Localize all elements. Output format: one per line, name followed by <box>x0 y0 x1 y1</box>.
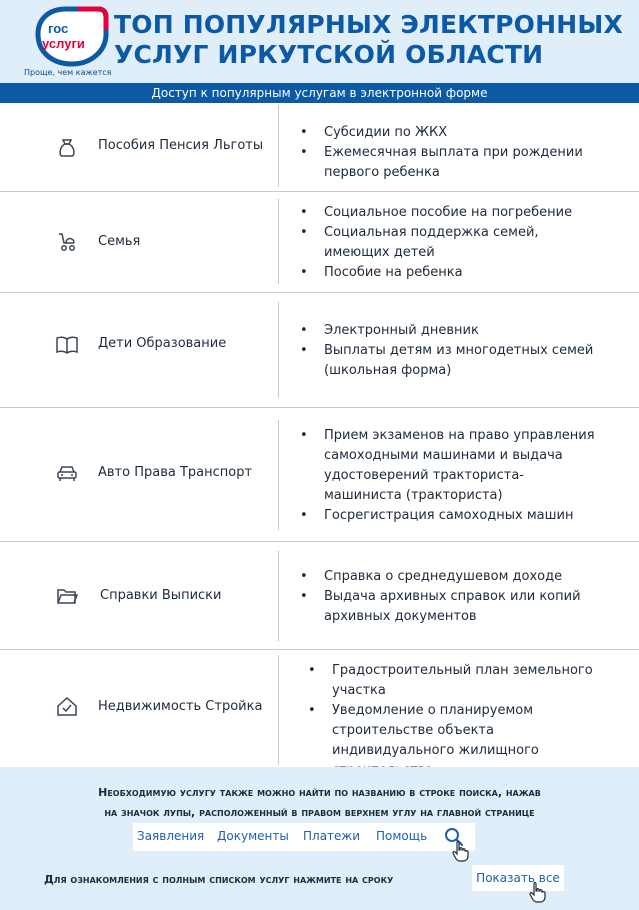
service-item[interactable]: • Ежемесячная выплата при рождении первого ребенка <box>300 143 600 183</box>
nav-item-documents[interactable]: Документы <box>217 829 289 843</box>
category-row-benefits <box>0 105 639 191</box>
service-item[interactable]: • Выдача архивных справок или копий архивных документов <box>300 587 600 627</box>
service-item[interactable]: • Справка о среднедушевом доходе <box>300 567 600 587</box>
search-hint <box>0 783 639 823</box>
header <box>0 0 639 83</box>
full-list-hint: Для ознакомления с полным списком услуг нажмите на сроку <box>44 873 394 886</box>
money-bag-icon <box>55 136 79 160</box>
service-item[interactable]: • Пособие на ребенка <box>300 263 600 283</box>
category-row-family <box>0 191 639 292</box>
service-list <box>300 426 600 526</box>
nav-item-help[interactable]: Помощь <box>376 829 428 843</box>
logo-text-top: гос <box>48 21 69 36</box>
service-list <box>300 321 600 381</box>
service-item[interactable]: • Электронный дневник <box>300 321 600 341</box>
category-label[interactable]: Справки Выписки <box>100 588 222 603</box>
page-title <box>114 10 623 70</box>
column-divider <box>278 655 279 765</box>
show-all-button[interactable]: Показать все <box>472 865 564 891</box>
service-list <box>308 661 608 781</box>
category-label[interactable]: Дети Образование <box>98 336 227 351</box>
logo-emblem <box>32 4 112 68</box>
nav-item-payments[interactable]: Платежи <box>303 829 361 843</box>
service-item[interactable]: • Прием экзаменов на право управления самоходными машинами и выдача удостоверений тракториста-машиниста (тракториста) <box>300 426 600 506</box>
car-icon <box>55 461 79 485</box>
subtitle-bar: Доступ к популярным услугам в электронной форме <box>0 83 639 103</box>
category-label[interactable]: Семья <box>98 234 141 249</box>
service-list <box>300 567 600 627</box>
service-item[interactable]: • Госрегистрация самоходных машин <box>300 506 600 526</box>
hand-cursor-icon <box>451 840 469 862</box>
hand-cursor-icon <box>528 881 546 903</box>
service-item[interactable]: • Выплаты детям из многодетных семей (школьная форма) <box>300 341 600 381</box>
nav-item-applications[interactable]: Заявления <box>137 829 205 843</box>
title-line-1: ТОП ПОПУЛЯРНЫХ ЭЛЕКТРОННЫХ <box>114 10 623 39</box>
category-row-certificates <box>0 541 639 649</box>
category-row-education <box>0 292 639 407</box>
column-divider <box>278 302 279 398</box>
footer-panel <box>0 767 639 910</box>
service-list <box>300 123 600 183</box>
category-row-transport <box>0 407 639 541</box>
folder-icon <box>55 584 79 608</box>
open-book-icon <box>55 333 79 357</box>
baby-stroller-icon <box>55 230 79 254</box>
service-item[interactable]: • Градостроительный план земельного участка <box>308 661 608 701</box>
category-label[interactable]: Пособия Пенсия Льготы <box>98 138 264 153</box>
category-label[interactable]: Авто Права Транспорт <box>98 465 253 480</box>
nav-bar <box>133 823 475 851</box>
column-divider <box>278 551 279 641</box>
search-hint-line-2: на значок лупы, расположенный в правом верхнем углу на главной странице <box>104 806 535 819</box>
logo-text-bottom: услуги <box>42 36 85 51</box>
column-divider <box>278 420 279 530</box>
search-hint-line-1: Необходимую услугу также можно найти по названию в строке поиска, нажав <box>98 786 541 799</box>
service-item[interactable]: • Уведомление о планируемом строительстве объекта индивидуального жилищного <box>308 701 608 781</box>
gosuslugi-logo <box>24 4 120 82</box>
category-row-realty <box>0 649 639 767</box>
category-label[interactable]: Недвижимость Стройка <box>98 699 263 714</box>
column-divider <box>278 199 279 284</box>
title-line-2: УСЛУГ ИРКУТСКОЙ ОБЛАСТИ <box>114 40 544 69</box>
service-item[interactable]: • Социальная поддержка семей, имеющих детей <box>300 223 600 263</box>
service-item[interactable]: • Субсидии по ЖКХ <box>300 123 600 143</box>
column-divider <box>278 105 279 187</box>
logo-tagline: Проще, чем кажется <box>24 68 112 77</box>
service-list <box>300 203 600 283</box>
service-item[interactable]: • Социальное пособие на погребение <box>300 203 600 223</box>
house-check-icon <box>55 695 79 719</box>
